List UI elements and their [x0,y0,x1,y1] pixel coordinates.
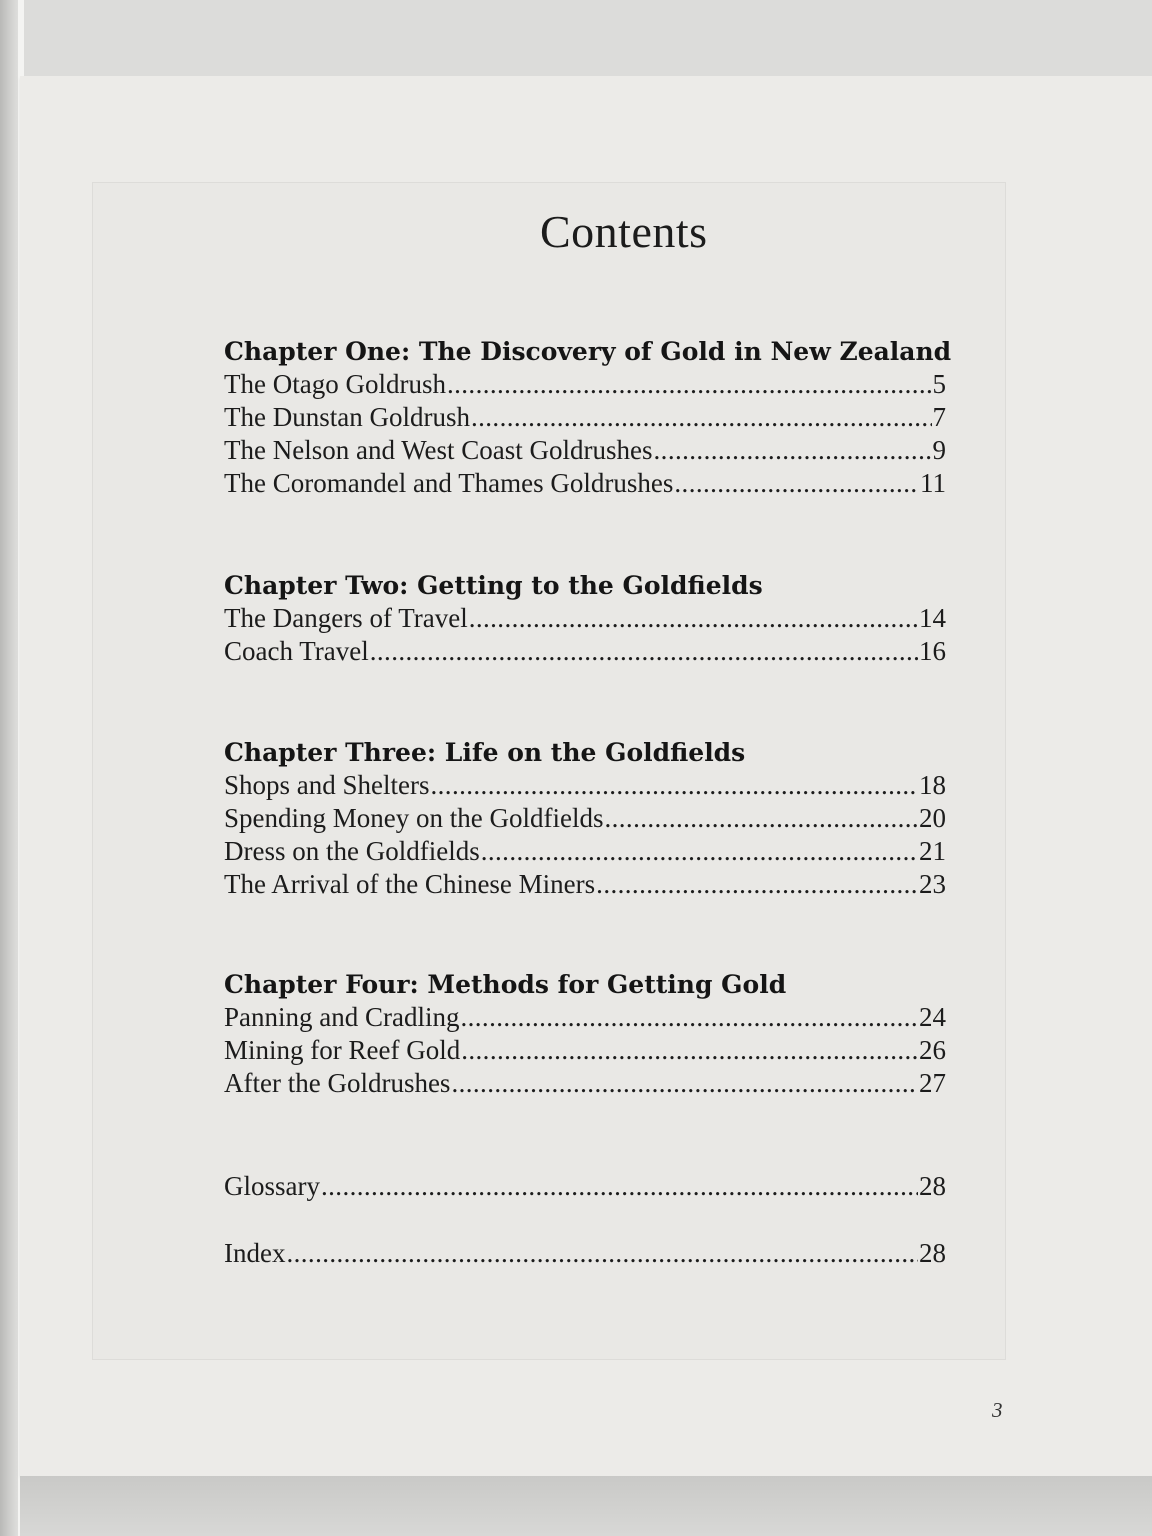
dot-leader [451,1067,918,1100]
dot-leader [481,835,918,868]
entry-page-number: 23 [919,869,946,899]
entry-title: The Coromandel and Thames Goldrushes [224,468,674,498]
toc-entry-glossary [224,1170,946,1203]
entry-page-number: 18 [919,770,946,800]
entry-title: The Nelson and West Coast Goldrushes [224,435,653,465]
toc-entry [224,1001,946,1034]
toc-entry [224,835,946,868]
entry-page-number: 28 [919,1171,946,1201]
entry-page-number: 24 [919,1002,946,1032]
entry-page-number: 20 [919,803,946,833]
dot-leader [321,1170,918,1203]
dot-leader [461,1034,918,1067]
chapter-heading: Chapter Three: Life on the Goldfields [224,738,746,767]
dot-leader [447,368,932,401]
index-section [224,1237,1004,1270]
dot-leader [460,1001,918,1034]
toc-entry [224,868,946,901]
entry-title: Coach Travel [224,636,369,666]
entry-title: The Dangers of Travel [224,603,468,633]
chapter-one-section [224,335,1004,500]
entry-page-number: 5 [932,369,946,399]
entry-title: After the Goldrushes [224,1068,451,1098]
entry-page-number: 14 [919,603,946,633]
entry-title: Mining for Reef Gold [224,1035,461,1065]
toc-entry [224,1067,946,1100]
entry-title: Index [224,1238,286,1268]
chapter-heading: Chapter Two: Getting to the Goldfields [224,571,763,600]
chapter-heading: Chapter One: The Discovery of Gold in New Zealand [224,337,952,366]
page-title: Contents [540,206,708,257]
entry-page-number: 28 [919,1238,946,1268]
entry-page-number: 11 [920,468,946,498]
page-bottom-shadow [20,1476,1152,1536]
dot-leader [286,1237,918,1270]
entry-page-number: 21 [919,836,946,866]
dot-leader [431,769,919,802]
dot-leader [471,401,932,434]
chapter-two-section [224,569,1004,668]
entry-page-number: 26 [919,1035,946,1065]
entry-title: Shops and Shelters [224,770,430,800]
entry-title: The Otago Goldrush [224,369,446,399]
entry-title: Spending Money on the Goldfields [224,803,604,833]
toc-entry [224,434,946,467]
chapter-three-section [224,736,1004,901]
toc-entry-index [224,1237,946,1270]
toc-entry [224,602,946,635]
entry-page-number: 9 [932,435,946,465]
entry-page-number: 27 [919,1068,946,1098]
entry-title: Dress on the Goldfields [224,836,480,866]
chapter-heading: Chapter Four: Methods for Getting Gold [224,970,787,999]
page-number: 3 [992,1398,1003,1422]
toc-entry [224,802,946,835]
entry-page-number: 7 [932,402,946,432]
toc-entry [224,467,946,500]
toc-entry [224,368,946,401]
toc-entry [224,401,946,434]
glossary-section [224,1170,1004,1203]
toc-entry [224,635,946,668]
entry-page-number: 16 [919,636,946,666]
dot-leader [654,434,932,467]
toc-entry [224,769,946,802]
dot-leader [674,467,919,500]
chapter-four-section [224,968,1004,1100]
entry-title: Glossary [224,1171,320,1201]
entry-title: The Arrival of the Chinese Miners [224,869,596,899]
dot-leader [604,802,918,835]
dot-leader [370,635,918,668]
dot-leader [469,602,918,635]
dot-leader [596,868,918,901]
entry-title: The Dunstan Goldrush [224,402,470,432]
toc-entry [224,1034,946,1067]
entry-title: Panning and Cradling [224,1002,460,1032]
